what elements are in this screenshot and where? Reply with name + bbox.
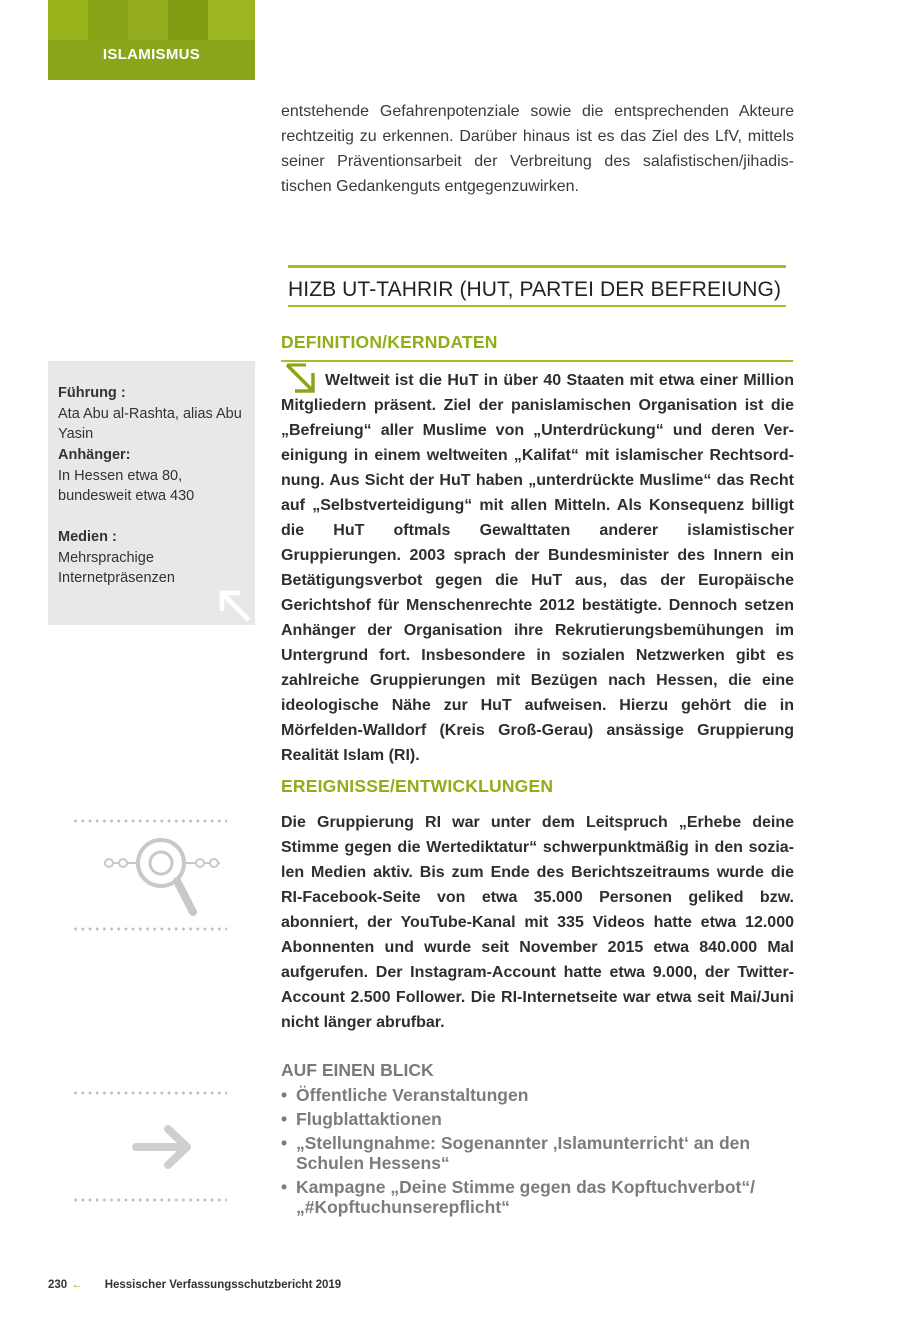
tab-pattern [128,0,168,40]
dotted-divider [72,1091,227,1095]
corner-arrow-icon [216,587,252,623]
page-footer [48,1279,341,1291]
definition-text-content: Weltweit ist die HuT in über 40 Staaten mit etwa einer Million Mitgliedern präsent. Ziel der panislamischen Organisation ist die „Befreiung“ aller Muslime von „Unterdrückung“ und deren Vereinigung in einem weltweiten „Kalifat“ mit islamischer Rechtsordnung. Aus Sicht der HuT haben „unterdrückte Muslime“ das Recht auf „Selbstverteidigung“ mit allen Mitteln. Als Konsequenz billigt die HuT oftmals Gewalttaten anderer islamistischer Gruppierungen. 2003 sprach der Bundesminister des Innern ein Betätigungsverbot gegen die HuT aus, das der Europäische Gerichtshof für Menschenrechte 2012 bestätigte. Dennoch setzen Anhänger der Organisation ihre Rekrutierungsbemühungen im Untergrund fort. Insbesondere in sozialen Netzwerken gibt es zahlreiche Gruppierungen mit Bezügen nach Hessen, die eine ideologische Nähe zur HuT aufweisen. Hierzu gehört die in Mörfelden-Walldorf (Kreis Groß-Gerau) ansässige Gruppierung Realität Islam (RI). [281,372,794,764]
fact-followers-federal-prefix: bundesweit etwa [58,488,171,504]
fact-leader-label: Führung : [58,385,126,401]
glance-item-text: „Stellungnahme: Sogenannter ‚Islamunterricht‘ an den Schulen Hessens“ [296,1133,751,1173]
dotted-divider [72,927,227,931]
events-heading: EREIGNISSE/ENTWICKLUNGEN [281,776,554,796]
fact-followers-federal-value: 430 [170,488,195,504]
tab-pattern [208,0,255,40]
tab-pattern [168,0,208,40]
events-text: Die Gruppierung RI war unter dem Leitspruch „Erhebe deine Stimme gegen die Wertediktatur“ schwerpunktmäßig in den sozialen Medien aktiv. Bis zum Ende des Berichtszeitraums wurde die RI-Facebook-Seite von etwa 35.000 Personen geliked bzw. abonniert, der YouTube-Kanal mit 335 Videos hatte etwa 12.000 Abonnenten und wurde seit November 2015 etwa 840.000 Mal aufgerufen. Der Instagram-Account hatte etwa 9.000, der Twitter-Account 2.500 Follower. Die RI-Internetseite war etwa seit Mai/Juni nicht länger abrufbar. [281,814,794,1031]
glance-list [281,1085,801,1221]
fact-followers-hessen-suffix: , [178,467,183,484]
definition-rule [281,360,793,362]
bullet: • [281,1177,288,1197]
glance-item-text: Kampagne „Deine Stimme gegen das Kopftuchverbot“/ „#Kopftuchunserepflicht“ [296,1177,755,1217]
fact-media-value: Mehrsprachige Internetpräsenzen [58,549,175,586]
fact-box [48,361,255,625]
report-title: Hessischer Verfassungsschutzbericht 2019 [104,1279,342,1291]
fact-media [58,527,255,589]
section-title: HIZB UT-TAHRIR (HUT, PARTEI DER BEFREIUNG) [288,278,782,301]
section-tab [48,0,255,80]
fact-leader [58,383,255,445]
glance-title: AUF EINEN BLICK [281,1060,434,1080]
definition-text [281,368,794,768]
list-item [281,1085,801,1105]
fact-leader-name: Ata Abu al-Rashta [58,405,175,422]
tab-pattern [48,0,88,40]
dotted-divider [72,819,227,823]
bullet: • [281,1133,288,1153]
fact-followers-label: Anhänger: [58,447,131,463]
fact-leader-alias: , alias Abu Yasin [58,405,242,442]
section-heading [288,265,786,307]
intro-paragraph: entstehende Gefahrenpotenziale sowie die entsprechenden Akteure rechtzeitig zu erkennen. Darüber hinaus ist es das Ziel des LfV, mittels seiner Präventionsarbeit der Verbreitung des salafistischen/jihadistischen Gedankenguts entgegenzuwirken. [281,103,794,195]
tab-pattern [88,0,128,40]
list-item [281,1177,801,1217]
definition-heading: DEFINITION/KERNDATEN [281,332,498,352]
list-item [281,1133,801,1173]
fact-followers-hessen-value: 80 [161,467,179,484]
page-number: 230 [48,1279,68,1291]
fact-media-label: Medien : [58,529,117,545]
section-label: ISLAMISMUS [102,46,201,63]
glance-item-text: Flugblattaktionen [296,1109,442,1129]
fact-followers [58,445,194,507]
dotted-divider [72,1198,227,1202]
right-arrow-icon [130,1122,196,1172]
glance-item-text: Öffentliche Veranstaltungen [296,1085,529,1105]
fact-followers-hessen-prefix: In Hessen etwa [58,467,162,484]
back-arrow-icon[interactable]: ← [71,1279,83,1291]
bullet: • [281,1085,288,1105]
bullet: • [281,1109,288,1129]
magnifier-network-icon [100,834,226,920]
list-item [281,1109,801,1129]
